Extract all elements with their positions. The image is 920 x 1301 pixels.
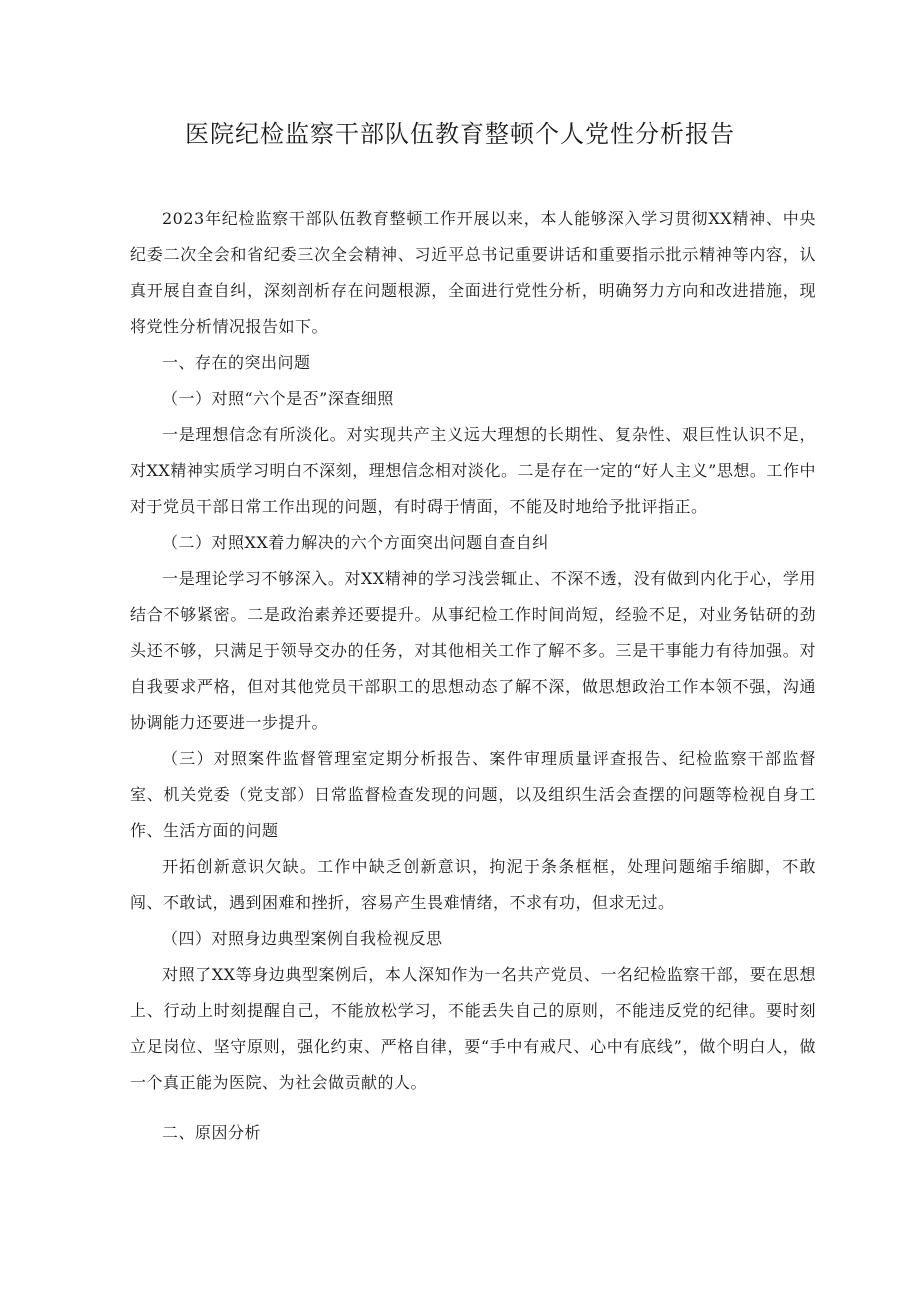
subsection-4-text: 对照了XX等身边典型案例后，本人深知作为一名共产党员、一名纪检监察干部，要在思想上、行动上时刻提醒自己，不能放松学习，不能丢失自己的原则，不能违反党的纪律。要时刻立足岗位、坚守原则，强化约束、严格自律，要“手中有戒尺、心中有底线”，做个明白人，做一个真正能为医院、为社会做贡献的人。: [130, 965, 816, 1092]
paragraph-gap: [130, 1101, 816, 1115]
document-body: [130, 201, 816, 1151]
subsection-3-heading: （三）对照案件监督管理室定期分析报告、案件审理质量评查报告、纪检监察干部监督室、机关党委（党支部）日常监督检查发现的问题，以及组织生活会查摆的问题等检视自身工作、生活方面的问题: [130, 749, 816, 840]
subsection-1-heading: （一）对照“六个是否”深查细照: [162, 389, 394, 408]
intro-paragraph: 2023年纪检监察干部队伍教育整顿工作开展以来，本人能够深入学习贯彻XX精神、中央纪委二次全会和省纪委三次全会精神、习近平总书记重要讲话和重要指示批示精神等内容，认真开展自查自纠，深刻剖析存在问题根源，全面进行党性分析，明确努力方向和改进措施，现将党性分析情况报告如下。: [130, 209, 816, 336]
section-2-heading: 二、原因分析: [162, 1123, 262, 1142]
subsection-3-text: 开拓创新意识欠缺。工作中缺乏创新意识，拘泥于条条框框，处理问题缩手缩脚，不敢闯、不敢试，遇到困难和挫折，容易产生畏难情绪，不求有功，但求无过。: [130, 857, 816, 912]
subsection-2-text: 一是理论学习不够深入。对XX精神的学习浅尝辄止、不深不透，没有做到内化于心，学用结合不够紧密。二是政治素养还要提升。从事纪检工作时间尚短，经验不足，对业务钻研的劲头还不够，只满足于领导交办的任务，对其他相关工作了解不多。三是干事能力有待加强。对自我要求严格，但对其他党员干部职工的思想动态了解不深，做思想政治工作本领不强，沟通协调能力还要进一步提升。: [130, 569, 816, 732]
section-1-heading: 一、存在的突出问题: [162, 353, 311, 372]
document-title: 医院纪检监察干部队伍教育整顿个人党性分析报告: [185, 120, 735, 148]
subsection-2-heading: （二）对照XX着力解决的六个方面突出问题自查自纠: [162, 533, 549, 552]
subsection-4-heading: （四）对照身边典型案例自我检视反思: [162, 929, 443, 948]
subsection-1-text: 一是理想信念有所淡化。对实现共产主义远大理想的长期性、复杂性、艰巨性认识不足，对XX精神实质学习明白不深刻，理想信念相对淡化。二是存在一定的“好人主义”思想。工作中对于党员干部日常工作出现的问题，有时碍于情面，不能及时地给予批评指正。: [130, 425, 816, 516]
